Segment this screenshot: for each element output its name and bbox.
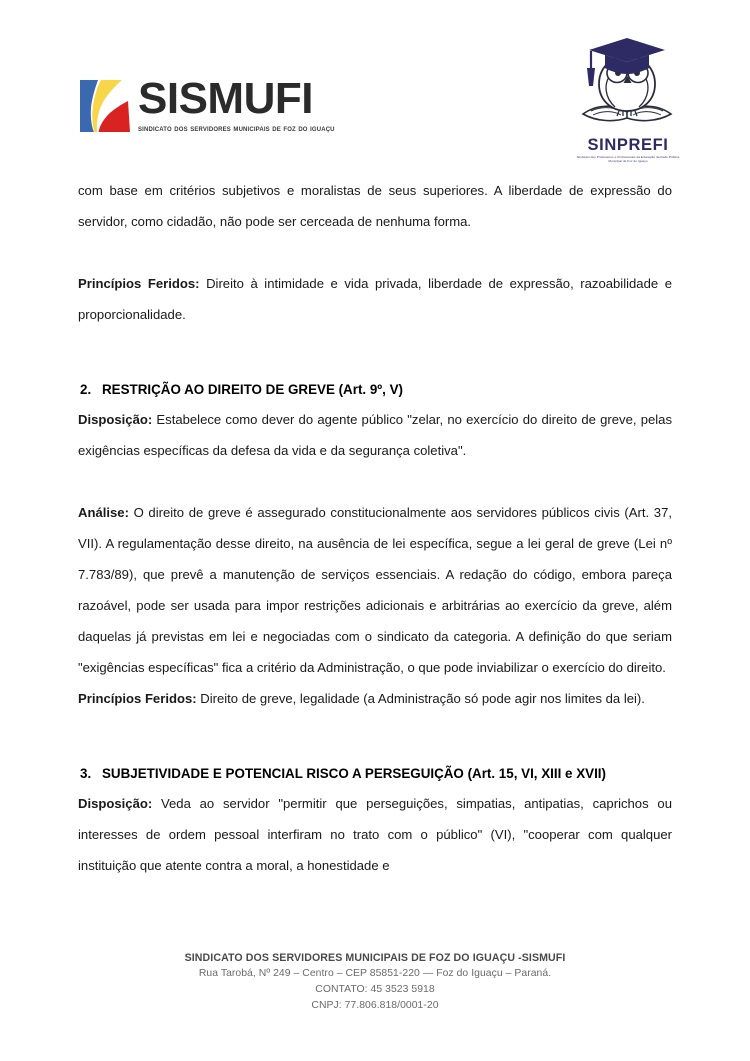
intro-paragraph: com base em critérios subjetivos e moralistas de seus superiores. A liberdade de expressão do servidor, como cidadão, não pode ser cerceada de nenhuma forma.	[78, 183, 672, 229]
document-footer	[0, 950, 750, 1014]
sinprefi-logo	[562, 28, 694, 164]
section-number: 2.	[80, 382, 92, 397]
section-heading-2	[78, 376, 672, 404]
intro-principios-paragraph	[78, 268, 672, 330]
analise-text: O direito de greve é assegurado constitucionalmente aos servidores públicos civis (Art. 37, VII). A regulamentação desse direito, na ausência de lei específica, segue a lei geral de greve (Lei nº 7.783/89), que prevê a manutenção de serviços essenciais. A redação do código, embora pareça razoável, pode ser usada para impor restrições adicionais e arbitrárias ao exercício da greve, além daquelas já previstas em lei e negociadas com o sindicato da categoria. A definição do que seriam "exigências específicas" fica a critério da Administração, o que pode inviabilizar o exercício do direito.	[78, 505, 672, 675]
principios-feridos-label: Princípios Feridos:	[78, 691, 197, 706]
section-2-analise	[78, 497, 672, 683]
analise-label: Análise:	[78, 505, 129, 520]
section-3-disposicao	[78, 788, 672, 881]
sinprefi-wordmark: SINPREFI	[587, 136, 669, 154]
sismufi-wordmark: SISMUFI	[138, 74, 313, 123]
disposicao-label: Disposição:	[78, 412, 153, 427]
section-2-principios	[78, 683, 672, 714]
sismufi-tagline: sindicato dos servidores municipais de foz do iguaçu	[138, 123, 335, 133]
footer-contact: CONTATO: 45 3523 5918	[315, 984, 435, 995]
disposicao-text: Veda ao servidor "permitir que perseguições, simpatias, antipatias, caprichos ou interesses de ordem pessoal interfiram no trato com o público" (VI), "cooperar com qualquer instituição que atente contra a moral, a honestidade e	[78, 796, 672, 873]
disposicao-label: Disposição:	[78, 796, 153, 811]
principios-feridos-label: Princípios Feridos:	[78, 276, 200, 291]
paragraph-spacer	[78, 466, 672, 497]
footer-cnpj: CNPJ: 77.806.818/0001-20	[311, 1000, 439, 1011]
sinprefi-owl-book-icon	[573, 28, 683, 136]
disposicao-text: Estabelece como dever do agente público "zelar, no exercício do direito de greve, pelas exigências específicas da defesa da vida e da segurança coletiva".	[78, 412, 672, 458]
paragraph-spacer	[78, 237, 672, 268]
section-spacer	[78, 714, 672, 760]
footer-address: Rua Tarobá, Nº 249 – Centro – CEP 85851-220 — Foz do Iguaçu – Paraná.	[198, 968, 552, 979]
footer-organization-name: SINDICATO DOS SERVIDORES MUNICIPAIS DE FOZ DO IGUAÇU -SISMUFI	[184, 952, 566, 964]
sismufi-emblem-icon	[78, 74, 132, 136]
principios-feridos-text: Direito à intimidade e vida privada, liberdade de expressão, razoabilidade e proporcionalidade.	[78, 276, 672, 322]
section-title: SUBJETIVIDADE E POTENCIAL RISCO A PERSEGUIÇÃO (Art. 15, VI, XIII e XVII)	[102, 766, 606, 781]
document-header	[0, 0, 750, 170]
sismufi-logo	[78, 74, 335, 136]
sinprefi-tagline: Sindicato dos Professores e Profissionais da Educação da Rede Pública Municipal de Foz do Iguaçu	[576, 155, 680, 164]
section-2-disposicao	[78, 404, 672, 466]
section-title: RESTRIÇÃO AO DIREITO DE GREVE (Art. 9º, V)	[102, 382, 404, 397]
principios-feridos-text: Direito de greve, legalidade (a Administração só pode agir nos limites da lei).	[196, 691, 645, 706]
section-heading-3	[78, 760, 672, 788]
section-spacer	[78, 330, 672, 376]
section-number: 3.	[80, 766, 92, 781]
document-body	[78, 175, 672, 881]
